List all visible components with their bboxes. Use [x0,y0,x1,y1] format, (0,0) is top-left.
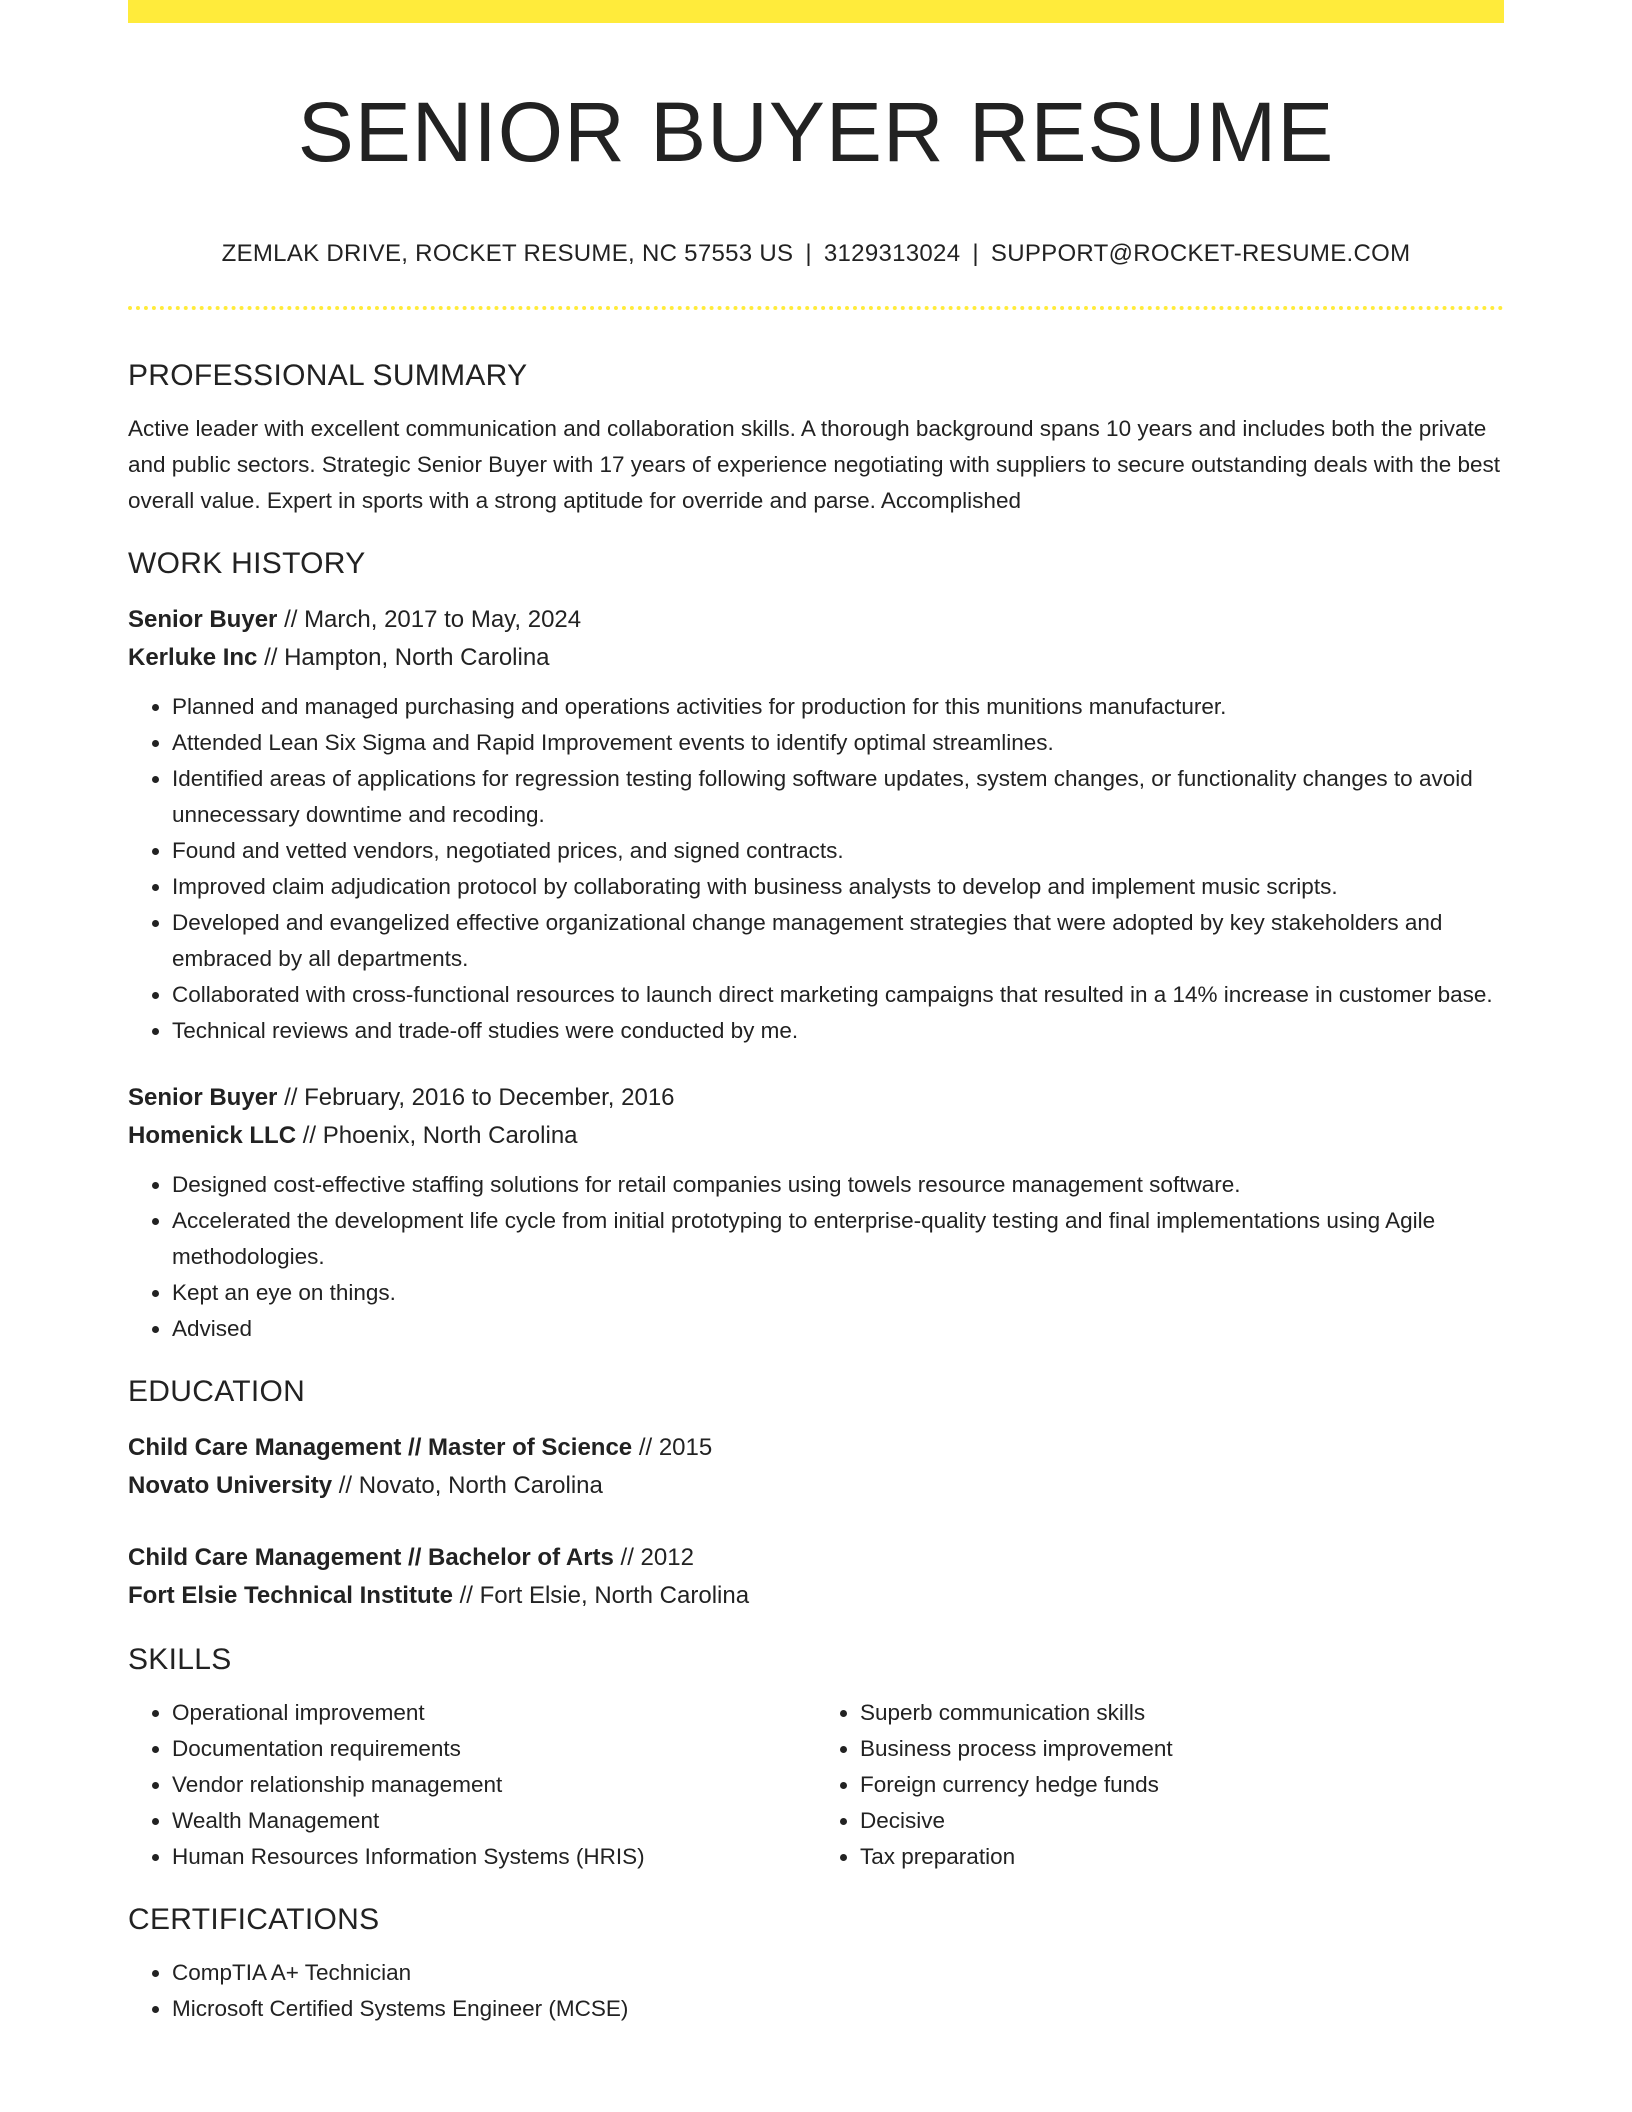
education-degree-line [128,1429,1504,1467]
section-heading-skills: SKILLS [128,1643,232,1676]
job-title: Senior Buyer [128,1084,278,1111]
education-entry [128,1429,1504,1505]
job-location: // Hampton, North Carolina [264,644,550,671]
list-item: • Wealth Management [172,1803,816,1839]
list-item: • Technical reviews and trade-off studies were conducted by me. [172,1013,1504,1049]
list-item: • Advised [172,1311,1504,1347]
job-bullets [128,1167,1504,1347]
list-item: • Identified areas of applications for regression testing following software updates, system changes, or functionality changes to avoid unnecessary downtime and recoding. [172,761,1504,833]
section-heading-summary: PROFESSIONAL SUMMARY [128,359,528,392]
page-title: SENIOR BUYER RESUME [297,85,1335,179]
list-item: • Designed cost-effective staffing solutions for retail companies using towels resource management software. [172,1167,1504,1203]
education-degree: Child Care Management // Master of Science [128,1434,633,1461]
list-item: • CompTIA A+ Technician [172,1955,1504,1991]
contact-phone: 3129313024 [823,240,961,267]
education-section [128,1369,1504,1615]
education-year: // 2015 [638,1434,713,1461]
resume-body [128,353,1504,2027]
education-degree-line [128,1539,1504,1577]
skills-list-right [816,1695,1504,1875]
list-item: • Attended Lean Six Sigma and Rapid Improvement events to identify optimal streamlines. [172,725,1504,761]
job-company: Homenick LLC [128,1122,297,1149]
job-dates: // February, 2016 to December, 2016 [284,1084,675,1111]
list-item: • Decisive [860,1803,1504,1839]
accent-bar [128,0,1504,23]
summary-text: Active leader with excellent communication and collaboration skills. A thorough background spans 10 years and includes both the private and public sectors. Strategic Senior Buyer with 17 years of experience negotiating with suppliers to secure outstanding deals with the best overall value. Expert in sports with a strong aptitude for override and parse. Accomplished [128,416,1501,513]
list-item: • Business process improvement [860,1731,1504,1767]
education-year: // 2012 [620,1544,694,1571]
list-item: • Developed and evangelized effective organizational change management strategies that were adopted by key stakeholders and embraced by all departments. [172,905,1504,977]
section-heading-work-history: WORK HISTORY [128,547,366,580]
list-item: • Found and vetted vendors, negotiated prices, and signed contracts. [172,833,1504,869]
job-title-line [128,601,1504,639]
list-item: • Foreign currency hedge funds [860,1767,1504,1803]
job-company-line [128,639,1504,677]
dotted-divider [128,306,1504,310]
job-company-line [128,1117,1504,1155]
job-bullets [128,689,1504,1049]
list-item: • Microsoft Certified Systems Engineer (MCSE) [172,1991,1504,2027]
job-title: Senior Buyer [128,606,278,633]
list-item: • Vendor relationship management [172,1767,816,1803]
job-entry [128,1079,1504,1347]
job-dates: // March, 2017 to May, 2024 [284,606,582,633]
education-school: Novato University [128,1472,333,1499]
certifications-list [128,1955,1504,2027]
contact-separator: | [805,240,812,267]
list-item: • Documentation requirements [172,1731,816,1767]
list-item: • Collaborated with cross-functional resources to launch direct marketing campaigns that resulted in a 14% increase in customer base. [172,977,1504,1013]
education-school-line [128,1577,1504,1615]
list-item: • Kept an eye on things. [172,1275,1504,1311]
contact-line [128,237,1504,271]
work-history-section [128,541,1504,1347]
skills-columns [128,1695,1504,1875]
skills-list-left [128,1695,816,1875]
job-company: Kerluke Inc [128,644,258,671]
list-item: • Superb communication skills [860,1695,1504,1731]
education-entry [128,1539,1504,1615]
section-heading-education: EDUCATION [128,1375,306,1408]
list-item: • Operational improvement [172,1695,816,1731]
skills-section [128,1637,1504,1875]
job-entry [128,601,1504,1049]
list-item: • Human Resources Information Systems (HRIS) [172,1839,816,1875]
contact-separator: | [972,240,979,267]
section-heading-certifications: CERTIFICATIONS [128,1903,380,1936]
certifications-section [128,1897,1504,2027]
list-item: • Planned and managed purchasing and operations activities for production for this munitions manufacturer. [172,689,1504,725]
list-item: • Improved claim adjudication protocol by collaborating with business analysts to develop and implement music scripts. [172,869,1504,905]
job-title-line [128,1079,1504,1117]
list-item: • Tax preparation [860,1839,1504,1875]
job-location: // Phoenix, North Carolina [302,1122,578,1149]
education-school: Fort Elsie Technical Institute [128,1582,453,1609]
education-school-line [128,1467,1504,1505]
summary-section [128,353,1504,519]
contact-email: SUPPORT@ROCKET-RESUME.COM [990,240,1411,267]
list-item: • Accelerated the development life cycle from initial prototyping to enterprise-quality testing and final implementations using Agile methodologies. [172,1203,1504,1275]
contact-address: ZEMLAK DRIVE, ROCKET RESUME, NC 57553 US [221,240,794,267]
education-degree: Child Care Management // Bachelor of Arts [128,1544,614,1571]
education-location: // Novato, North Carolina [338,1472,603,1499]
education-location: // Fort Elsie, North Carolina [459,1582,750,1609]
